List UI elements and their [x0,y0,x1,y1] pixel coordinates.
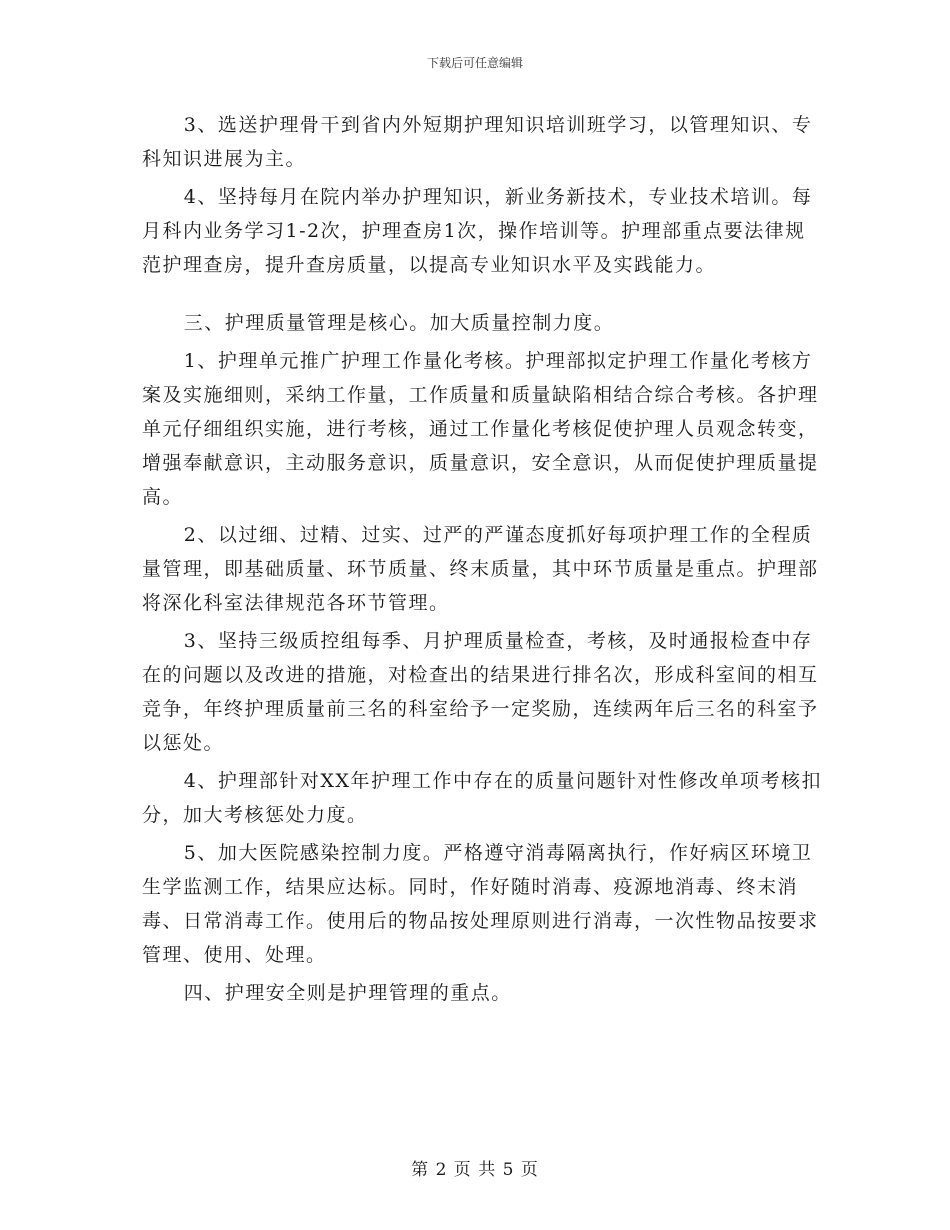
document-body [142,108,822,1014]
page-header: 下载后可任意编辑 [426,56,523,70]
paragraph-item-4-monthly-training: 4、坚持每月在院内举办护理知识，新业务新技术，专业技术培训。每月科内业务学习1-2次，护理查房1次，操作培训等。护理部重点要法律规范护理查房，提升查房质量，以提高专业知识水平及实践能力。 [142,186,813,276]
paragraph-item-4-assessment: 4、护理部针对XX年护理工作中存在的质量问题针对性修改单项考核扣分，加大考核惩处力度。 [142,770,822,826]
section-heading-safety: 四、护理安全则是护理管理的重点。 [183,982,512,1004]
paragraph-item-2-process-quality: 2、以过细、过精、过实、过严的严谨态度抓好每项护理工作的全程质量管理，即基础质量、环节质量、终末质量，其中环节质量是重点。护理部将深化科室法律规范各环节管理。 [142,524,819,614]
paragraph-item-5-infection-control: 5、加大医院感染控制力度。严格遵守消毒隔离执行，作好病区环境卫生学监测工作，结果应达标。同时，作好随时消毒、疫源地消毒、终末消毒、日常消毒工作。使用后的物品按处理原则进行消毒，一次性物品按要求管理、使用、处理。 [142,842,819,966]
paragraph-item-3-quality-check: 3、坚持三级质控组每季、月护理质量检查，考核，及时通报检查中存在的问题以及改进的措施，对检查出的结果进行排名次，形成科室间的相互竞争，年终护理质量前三名的科室给予一定奖励，连续两年后三名的科室予以惩处。 [142,630,819,754]
section-heading-quality: 三、护理质量管理是核心。加大质量控制力度。 [183,312,615,334]
page-number: 第 2 页 共 5 页 [411,1160,539,1180]
paragraph-item-1-workload: 1、护理单元推广护理工作量化考核。护理部拟定护理工作量化考核方案及实施细则，采纳工作量，工作质量和质量缺陷相结合综合考核。各护理单元仔细组织实施，进行考核，通过工作量化考核促使护理人员观念转变，增强奉献意识，主动服务意识，质量意识，安全意识，从而促使护理质量提高。 [142,350,819,508]
paragraph-item-3-training: 3、选送护理骨干到省内外短期护理知识培训班学习，以管理知识、专科知识进展为主。 [142,114,813,170]
section-gap [142,286,822,306]
